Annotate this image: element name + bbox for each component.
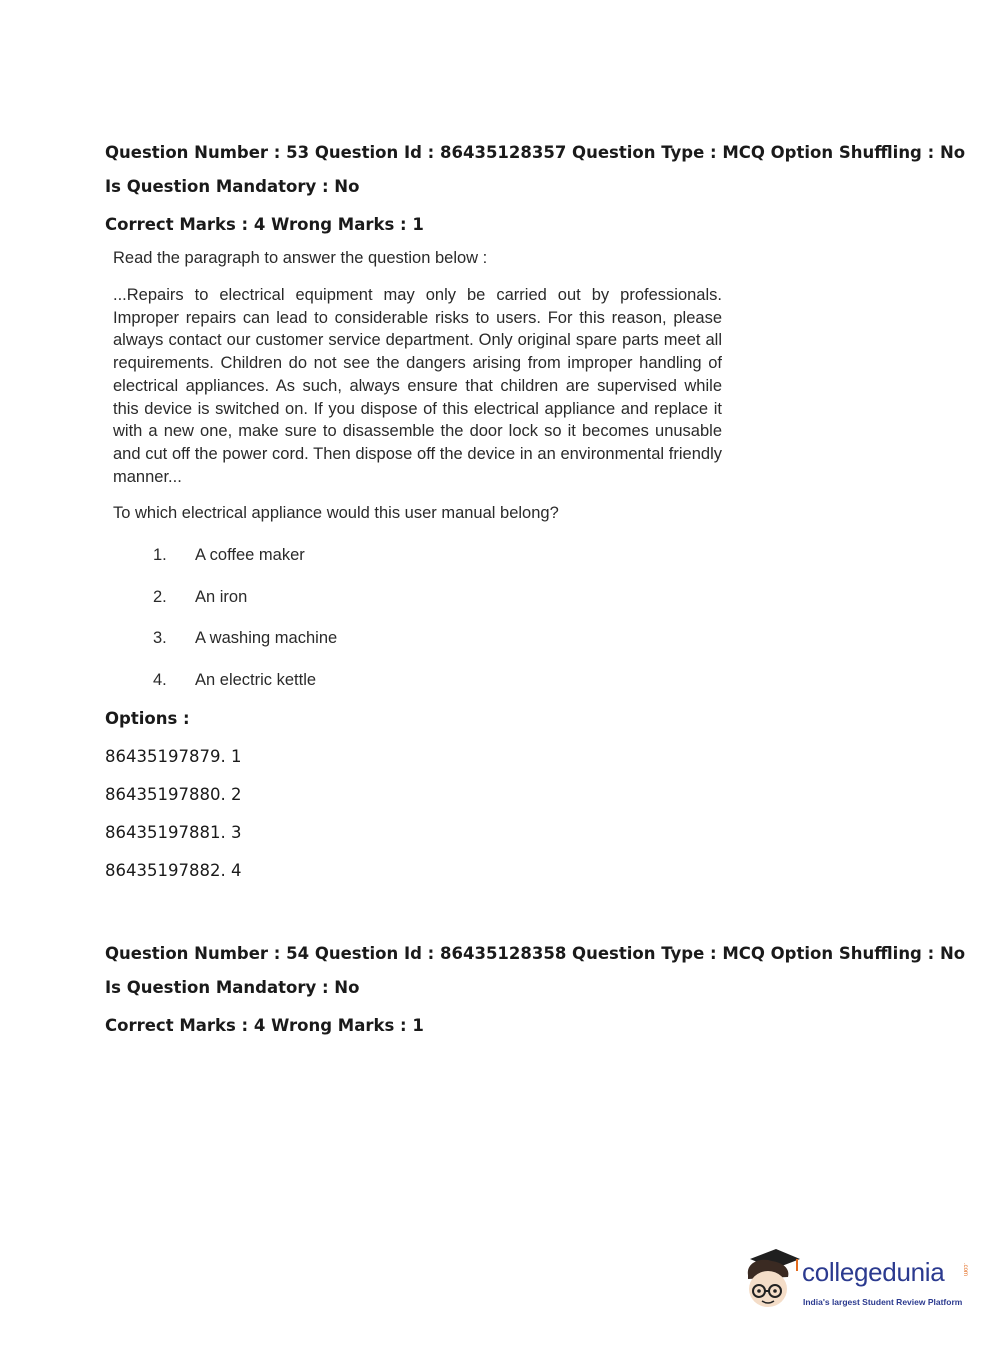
logo-tagline: India's largest Student Review Platform <box>803 1297 963 1307</box>
q53-choice-list <box>153 544 337 710</box>
q53-choice <box>153 544 337 586</box>
option-id-row: 86435197879. 1 <box>105 747 242 766</box>
q53-marks: Correct Marks : 4 Wrong Marks : 1 <box>105 215 424 234</box>
choice-number: 3. <box>153 629 167 647</box>
q53-choice <box>153 627 337 669</box>
option-id-row: 86435197880. 2 <box>105 785 242 804</box>
option-id-row: 86435197881. 3 <box>105 823 242 842</box>
choice-number: 1. <box>153 546 167 564</box>
collegedunia-logo <box>740 1245 972 1320</box>
q53-question: To which electrical appliance would this user manual belong? <box>113 504 559 522</box>
q53-intro: Read the paragraph to answer the question below : <box>113 249 488 267</box>
choice-text: A washing machine <box>195 629 338 647</box>
choice-number: 4. <box>153 670 167 689</box>
choice-number: 2. <box>153 587 167 606</box>
q53-choice <box>153 669 337 711</box>
mascot-icon <box>740 1245 802 1320</box>
q53-paragraph: ...Repairs to electrical equipment may only be carried out by professionals. Improper repairs can lead to considerable risks to users. For this reason, please always contact our customer service department. Only original spare parts meet all requirements. Children do not see the dangers arising from improper handling of electrical appliances. As such, always ensure that children are supervised while this device is switched on. If you dispose of this electrical appliance and replace it with a new one, make sure to disassemble the door lock so it becomes unusable and cut off the power cord. Then dispose off the device in an environmental friendly manner... <box>113 286 722 486</box>
logo-suffix: .com <box>962 1263 968 1277</box>
choice-text: An electric kettle <box>195 670 317 689</box>
choice-text: A coffee maker <box>195 546 305 564</box>
q54-marks: Correct Marks : 4 Wrong Marks : 1 <box>105 1016 424 1035</box>
q53-mandatory: Is Question Mandatory : No <box>105 177 360 196</box>
choice-text: An iron <box>195 587 248 606</box>
q54-mandatory: Is Question Mandatory : No <box>105 978 360 997</box>
q53-options-label: Options : <box>105 709 190 728</box>
q53-choice <box>153 586 337 628</box>
q53-header: Question Number : 53 Question Id : 86435128357 Question Type : MCQ Option Shuffling : No <box>105 143 966 162</box>
q54-header: Question Number : 54 Question Id : 86435128358 Question Type : MCQ Option Shuffling : No <box>105 944 966 963</box>
option-id-row: 86435197882. 4 <box>105 861 242 880</box>
logo-wordmark: collegedunia <box>802 1257 945 1287</box>
